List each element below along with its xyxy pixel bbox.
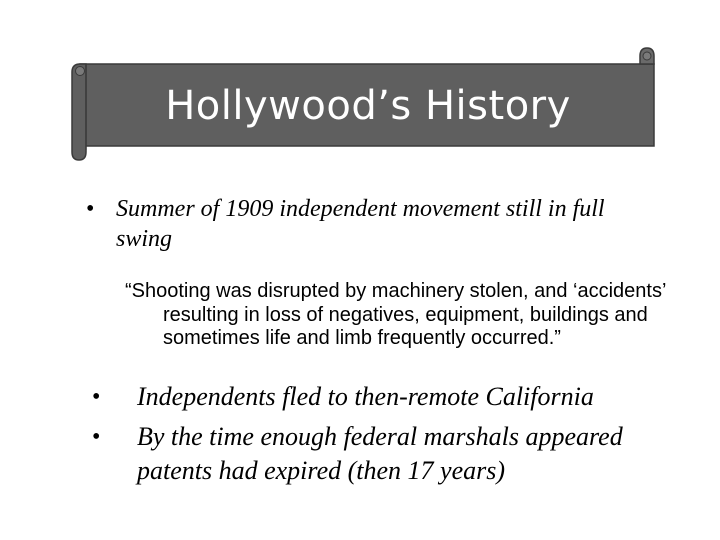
banner-right-curl (643, 52, 651, 60)
bullet-text: By the time enough federal marshals appeared patents had expired (then 17 years) (137, 422, 623, 485)
slide-title: Hollywood’s History (165, 83, 571, 129)
bullet-marker: • (92, 424, 101, 450)
banner-left-roll (72, 64, 86, 160)
bullet-text: Independents fled to then-remote California (137, 382, 594, 411)
bullet-marker: • (92, 384, 101, 410)
bullet-item-1 (86, 194, 666, 254)
bullet-text: Summer of 1909 independent movement still in full swing (116, 196, 605, 252)
bullet-item-2 (92, 380, 692, 414)
banner-left-curl (76, 67, 85, 76)
bullet-marker: • (86, 196, 95, 222)
bullet-item-3 (92, 420, 692, 488)
quote-text: “Shooting was disrupted by machinery stolen, and ‘accidents’ resulting in loss of negatives, equipment, buildings and sometimes life and limb frequently occurred.” (125, 280, 666, 349)
